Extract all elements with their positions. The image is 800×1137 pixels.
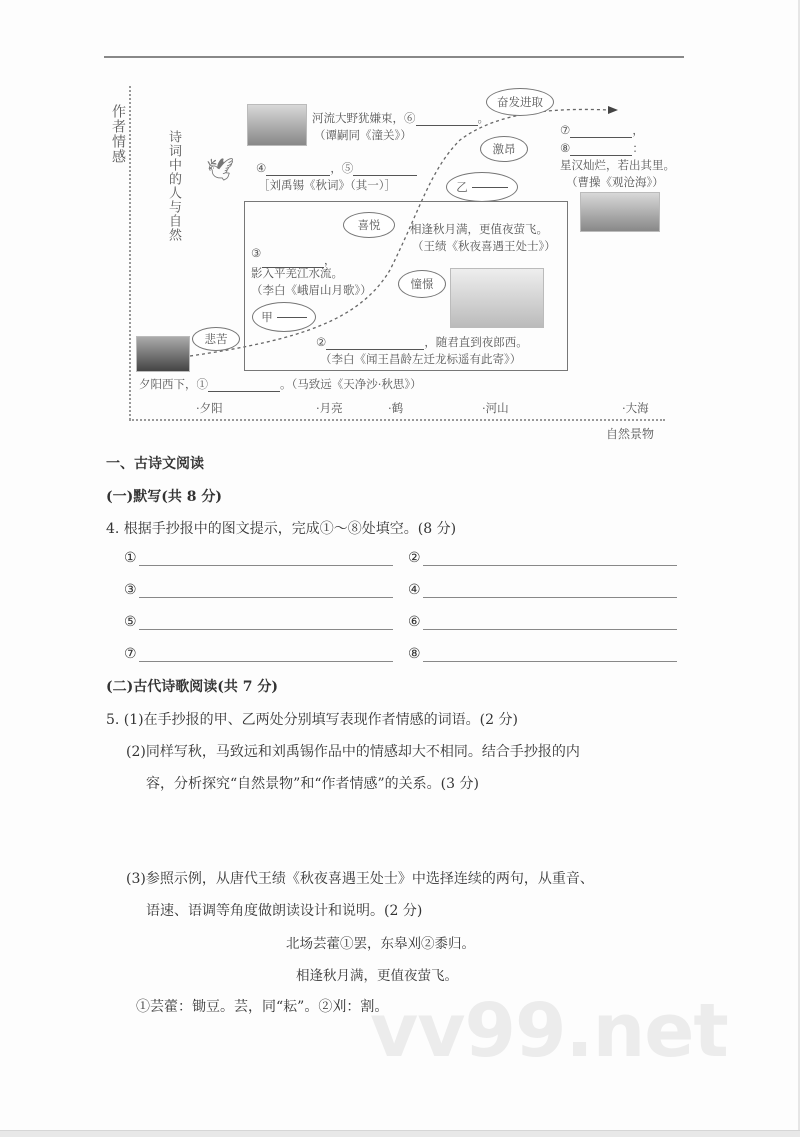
question-5-2-line2: 容，分析探究“自然景物”和“作者情感”的关系。(3 分) xyxy=(146,776,479,792)
sea-image xyxy=(580,192,660,232)
blank-8[interactable] xyxy=(570,155,632,156)
emeishan-source: （李白《峨眉山月歌》） xyxy=(251,283,372,297)
answer-row-7: ⑦ xyxy=(124,646,393,662)
page-bottom-edge xyxy=(0,1130,800,1137)
blank-5[interactable] xyxy=(353,175,417,176)
emeishan-line-a: ③ xyxy=(251,246,262,260)
emeishan-blank: ， xyxy=(262,252,336,268)
answer-row-3: ③ xyxy=(124,582,393,598)
tianjingsha-line: 夕阳西下，① 。（马致远《天净沙·秋思》） xyxy=(139,377,422,391)
section-title: 一、古诗文阅读 xyxy=(106,456,204,472)
answer-row-4: ④ xyxy=(408,582,677,598)
answer-row-5: ⑤ xyxy=(124,614,393,630)
bubble-yi: 乙 xyxy=(446,172,518,202)
guancanghai-line: 星汉灿烂，若出其里。 xyxy=(560,158,675,172)
question-5-2-line1: (2)同样写秋，马致远和刘禹锡作品中的情感却大不相同。结合手抄报的内 xyxy=(126,744,580,760)
bubble-beiku: 悲苦 xyxy=(192,327,240,351)
tick-mountains: ·河山 xyxy=(482,401,509,415)
qiuye-source: （王绩《秋夜喜遇王处士》） xyxy=(412,239,556,253)
qiuci-line: ④ ，⑤ xyxy=(256,160,417,176)
blank-7[interactable] xyxy=(570,137,632,138)
tongguan-line: 河流大野犹嫌束，⑥ 。 xyxy=(312,111,489,125)
answer-row-8: ⑧ xyxy=(408,646,677,662)
poem-line-2: 相逢秋月满，更值夜萤飞。 xyxy=(296,968,458,984)
answer-blank-4[interactable] xyxy=(423,583,677,598)
side-label: 诗词中的人与自然 xyxy=(166,130,181,242)
answer-row-1: ① xyxy=(124,550,393,566)
blank-6[interactable] xyxy=(416,125,478,126)
bubble-xiyue: 喜悦 xyxy=(343,212,395,238)
bubble-chongjing: 憧憬 xyxy=(398,270,446,298)
answer-blank-7[interactable] xyxy=(139,647,393,662)
answer-row-6: ⑥ xyxy=(408,614,677,630)
question-4: 4. 根据手抄报中的图文提示，完成①～⑧处填空。(8 分) xyxy=(106,521,457,537)
guancanghai-source: （曹操《观沧海》） xyxy=(566,175,664,189)
tick-moon: ·月亮 xyxy=(316,401,343,415)
tick-sea: ·大海 xyxy=(622,401,649,415)
tongguan-source: （谭嗣同《潼关》） xyxy=(314,128,412,142)
answer-blank-8[interactable] xyxy=(423,647,677,662)
question-5-3-line1: (3)参照示例，从唐代王绩《秋夜喜遇王处士》中选择连续的两句，从重音、 xyxy=(126,871,594,887)
answer-row-2: ② xyxy=(408,550,677,566)
answer-blank-6[interactable] xyxy=(423,615,677,630)
blank-4[interactable] xyxy=(266,175,330,176)
question-5-1: 5. (1)在手抄报的甲、乙两处分别填写表现作者情感的词语。(2 分) xyxy=(106,712,518,728)
line-7: ⑦ ， xyxy=(560,123,644,137)
question-5-3-line2: 语速、语调等角度做朗读设计和说明。(2 分) xyxy=(146,903,423,919)
blank-1[interactable] xyxy=(208,391,280,392)
river-image xyxy=(247,104,307,146)
emeishan-line-b: 影入平羌江水流。 xyxy=(251,266,343,280)
bubble-jiang: 激昂 xyxy=(480,136,528,162)
tick-crane: ·鹤 xyxy=(388,401,404,415)
x-axis-label: 自然景物 xyxy=(606,427,655,441)
bubble-jia: 甲 xyxy=(252,302,316,332)
answer-blank-3[interactable] xyxy=(139,583,393,598)
part2-title: (二)古代诗歌阅读(共 7 分) xyxy=(106,679,278,695)
tick-sunset: ·夕阳 xyxy=(196,401,223,415)
watermark: vv99.net xyxy=(370,988,728,1074)
crane-icon: 🕊 xyxy=(206,158,234,183)
moon-figure-image xyxy=(450,268,544,328)
sunset-image xyxy=(136,336,190,372)
qiuye-line: 相逢秋月满，更值夜萤飞。 xyxy=(410,222,548,236)
y-axis-label: 作者情感 xyxy=(110,104,126,164)
bubble-fenfa: 奋发进取 xyxy=(486,88,554,116)
line-8: ⑧ ： xyxy=(560,141,644,155)
wenwang-line: ② ，随君直到夜郎西。 xyxy=(316,335,528,349)
x-axis xyxy=(129,419,665,421)
answer-blank-2[interactable] xyxy=(423,551,677,566)
blank-yi[interactable] xyxy=(472,187,508,188)
blank-jia[interactable] xyxy=(277,317,307,318)
poem-line-1: 北场芸藿①罢，东皋刈②黍归。 xyxy=(286,936,475,952)
blank-2[interactable] xyxy=(326,349,424,350)
answer-blank-5[interactable] xyxy=(139,615,393,630)
poem-notes: ①芸藿：锄豆。芸，同“耘”。②刈：割。 xyxy=(136,999,389,1015)
wenwang-source: （李白《闻王昌龄左迁龙标遥有此寄》） xyxy=(320,352,522,366)
part1-title: (一)默写(共 8 分) xyxy=(106,489,222,505)
qiuci-source: ［刘禹锡《秋词》（其一）］ xyxy=(258,178,396,192)
answer-blank-1[interactable] xyxy=(139,551,393,566)
